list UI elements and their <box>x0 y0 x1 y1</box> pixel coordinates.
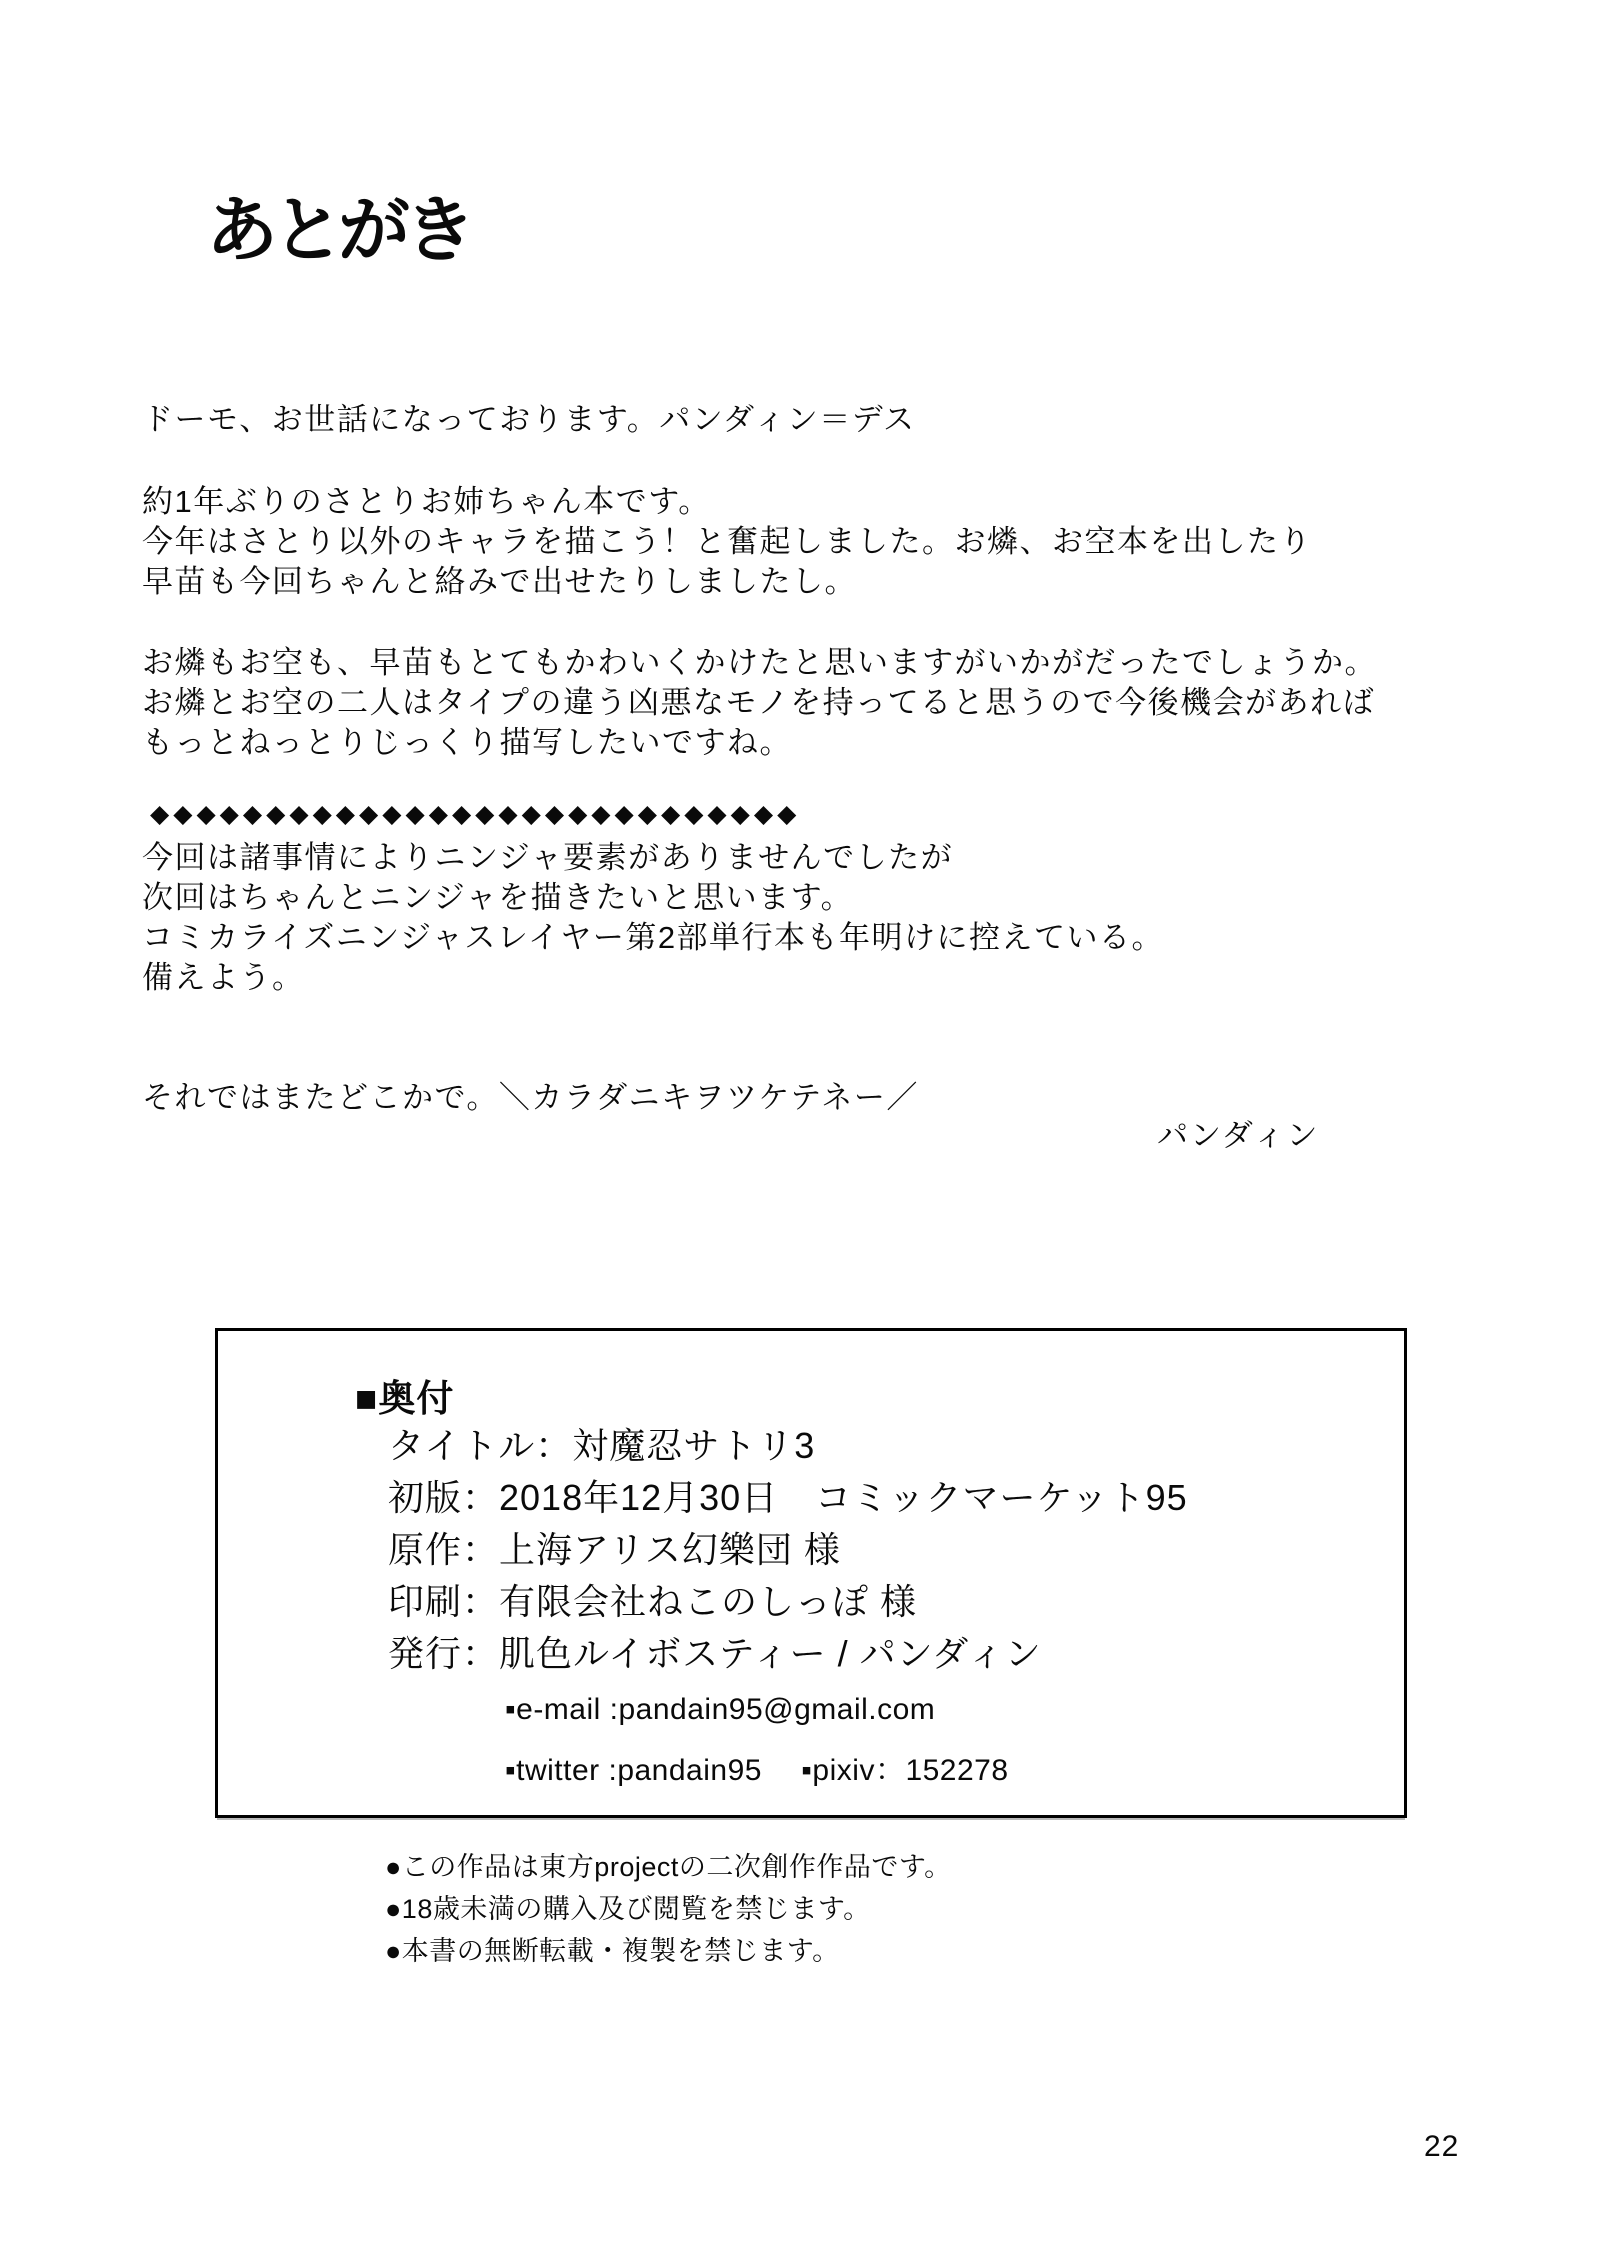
author-signature: パンダィン <box>1157 1118 1320 1153</box>
disclaimer-no-reproduction: ●本書の無断転載・複製を禁じます。 <box>385 1936 840 1966</box>
paragraph-line: 約1年ぶりのさとりお姉ちゃん本です。 <box>142 484 711 519</box>
greeting-line: ドーモ、お世話になっております。パンダィン＝デス <box>142 402 916 437</box>
closing-line: それではまたどこかで。＼カラダニキヲツケテネー／ <box>142 1080 919 1115</box>
paragraph-line: 今回は諸事情によりニンジャ要素がありませんでしたが <box>142 840 954 875</box>
paragraph-line: お燐もお空も、早苗もとてもかわいくかけたと思いますがいかがだったでしょうか。 <box>142 645 1377 680</box>
paragraph-ninja <box>142 838 1164 998</box>
colophon-row-printer: 印刷：有限会社ねこのしっぽ 様 <box>388 1581 918 1622</box>
paragraph-line: 次回はちゃんとニンジャを描きたいと思います。 <box>142 880 854 915</box>
colophon-row-original: 原作：上海アリス幻樂団 様 <box>388 1529 841 1570</box>
paragraph-line: 今年はさとり以外のキャラを描こう！と奮起しました。お燐、お空本を出したり <box>142 524 1312 559</box>
disclaimer-age-restriction: ●18歳未満の購入及び閲覧を禁じます。 <box>385 1894 871 1924</box>
colophon-row-title: タイトル：対魔忍サトリ3 <box>388 1425 816 1466</box>
colophon-row-edition: 初版：2018年12月30日 コミックマーケット95 <box>388 1477 1188 1518</box>
page-number: 22 <box>1424 2130 1460 2163</box>
colophon-heading: ■奥付 <box>355 1378 455 1419</box>
paragraph-line: お燐とお空の二人はタイプの違う凶悪なモノを持ってると思うので今後機会があれば <box>142 685 1376 720</box>
paragraph-line: コミカライズニンジャスレイヤー第2部単行本も年明けに控えている。 <box>142 920 1165 955</box>
disclaimer-list <box>385 1846 952 1972</box>
colophon-row-publisher: 発行：肌色ルイボスティー / パンダィン <box>388 1633 1042 1674</box>
page-title: あとがき <box>206 187 471 272</box>
colophon-rows <box>388 1420 1188 1680</box>
paragraph-line: 備えよう。 <box>142 960 305 995</box>
paragraph-line: もっとねっとりじっくり描写したいですね。 <box>142 725 792 760</box>
disclaimer-derivative-work: ●この作品は東方projectの二次創作作品です。 <box>385 1852 952 1882</box>
diamond-separator: ◆◆◆◆◆◆◆◆◆◆◆◆◆◆◆◆◆◆◆◆◆◆◆◆◆◆◆◆ <box>150 800 801 828</box>
paragraph-release <box>142 482 1312 602</box>
paragraph-characters <box>142 643 1377 763</box>
paragraph-line: 早苗も今回ちゃんと絡みで出せたりしましたし。 <box>142 564 857 599</box>
contact-email-line: ▪e-mail :pandain95@gmail.com <box>505 1693 936 1726</box>
contact-sns-line: ▪twitter :pandain95 ▪pixiv：152278 <box>505 1754 1009 1787</box>
